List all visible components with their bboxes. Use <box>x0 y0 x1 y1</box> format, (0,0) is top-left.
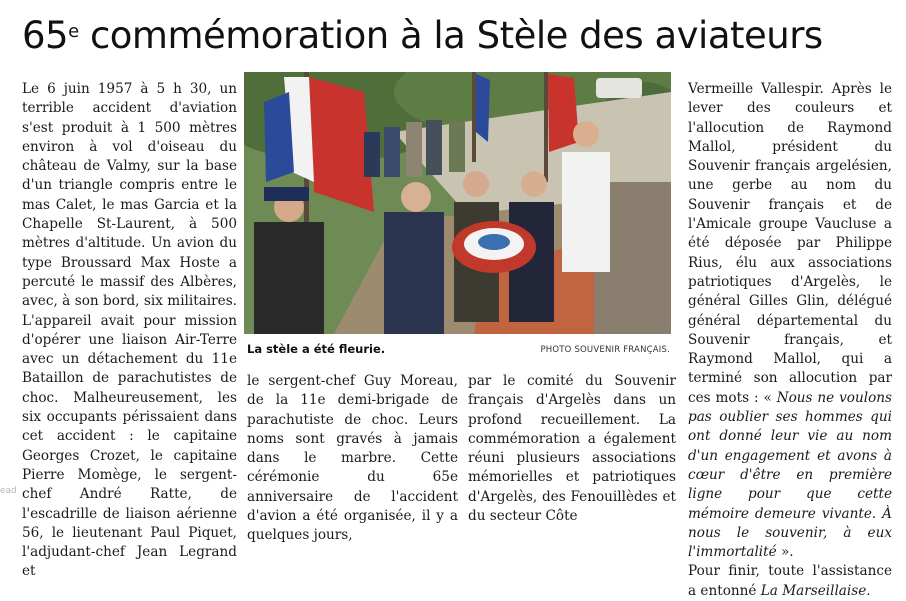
headline-superscript: e <box>68 21 79 42</box>
photo-caption: La stèle a été fleurie. <box>247 342 386 356</box>
closing-end: . <box>866 582 871 599</box>
article-column-3 <box>468 372 676 526</box>
column-4-closing <box>688 562 892 601</box>
column-4-paragraph <box>688 80 892 562</box>
headline-text: commémoration à la Stèle des aviateurs <box>89 14 823 57</box>
column-1-text: Le 6 juin 1957 à 5 h 30, un terrible accident d'aviation s'est produit à 1 500 mètres environ à vol d'oiseau du château de Valmy, sur la base d'un triangle compris entre le mas Calet, le mas Garcia et la Chapelle St-Laurent, à 500 mètres d'altitude. Un avion du type Broussard Max Hoste a percuté le massif des Albères, avec, à son bord, six militaires. L'appareil avait pour mission d'opérer une liaison Air-Terre avec un détachement du 11e Bataillon de parachutistes de choc. Malheureusement, les six occupants périssaient dans cet accident : le capitaine Georges Crozet, le capitaine Pierre Momège, le sergent-chef André Ratte, de l'escadrille de liaison aérienne 56, le lieutenant Paul Piquet, l'adjudant-chef Jean Legrand et <box>22 81 237 580</box>
ceremony-photo-illustration <box>244 72 671 334</box>
closing-text: Pour finir, toute l'assistance a entonné <box>688 563 892 599</box>
watermark: ead <box>0 486 17 496</box>
column-3-text: par le comité du Souvenir français d'Argelès dans un profond recueillement. La commémoration a également réuni plusieurs associations mémorielles et patriotiques d'Argelès, des Fenouillèdes et du secteur Côte <box>468 373 676 525</box>
column-2-text: le sergent-chef Guy Moreau, de la 11e demi-brigade de parachutiste de choc. Leurs noms sont gravés à jamais dans le marbre. Cette cérémonie du 65e anniversaire de l'accident d'avion a été organisée, il y a quelques jours, <box>247 373 458 544</box>
photo-credit: PHOTO SOUVENIR FRANÇAIS. <box>540 345 670 355</box>
headline-number: 65 <box>22 14 69 57</box>
article-column-1 <box>22 80 237 582</box>
column-4-text-after-quote: ». <box>776 544 794 561</box>
article-headline <box>22 8 892 64</box>
article-column-2 <box>247 372 458 546</box>
article-column-4 <box>688 80 892 601</box>
column-4-quote: Nous ne voulons pas oublier ses hommes qui ont donné leur vie au nom d'un engagement et avons à cœur d'être en première ligne pour que cette mémoire demeure vivante. À nous le souvenir, à eux l'immortalité <box>688 389 892 561</box>
column-4-text-before-quote: Vermeille Vallespir. Après le lever des couleurs et l'allocution de Raymond Mallol, président du Souvenir français argelésien, une gerbe au nom du Souvenir français et de l'Amicale groupe Vaucluse a été déposée par Philippe Rius, élu aux associations patriotiques d'Argelès, le général Gilles Glin, délégué général départemental du Souvenir français, et Raymond Mallol, qui a terminé son allocution par ces mots : « <box>688 81 892 406</box>
closing-song-title: La Marseillaise <box>760 582 867 599</box>
ceremony-photo <box>244 72 671 334</box>
